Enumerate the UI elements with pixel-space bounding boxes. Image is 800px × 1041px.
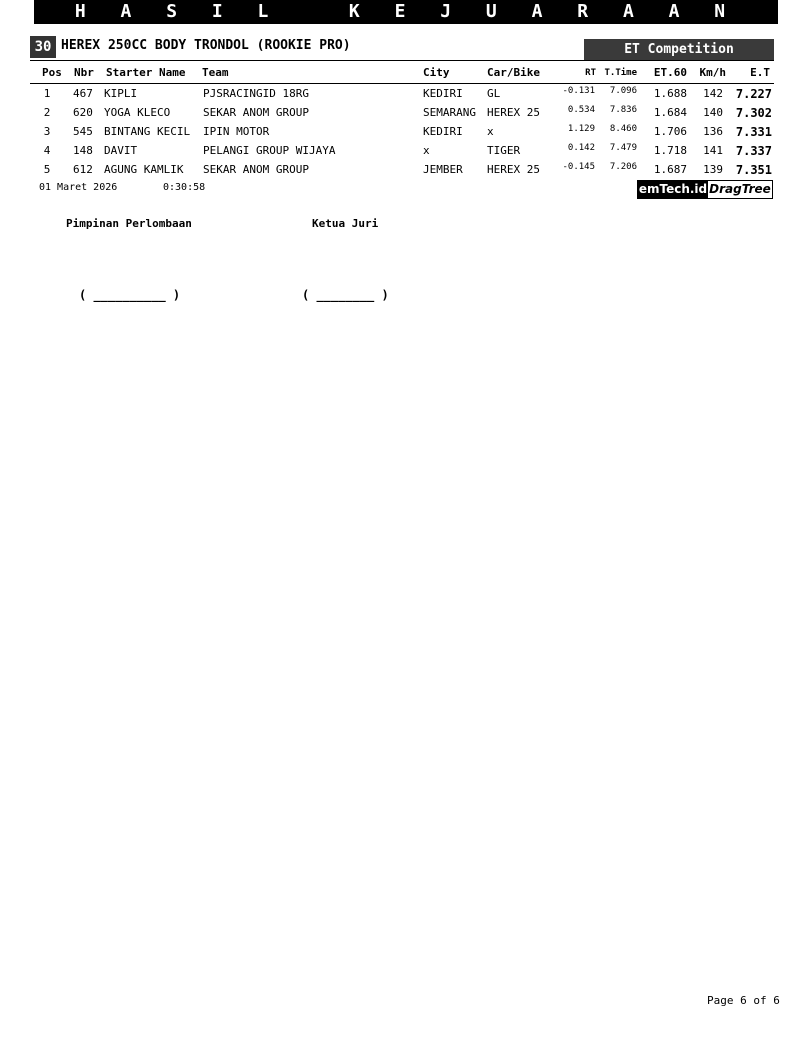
cell-pos: 2 bbox=[43, 106, 51, 119]
cell-et60: 1.684 bbox=[653, 106, 687, 119]
cell-car: x bbox=[487, 125, 494, 138]
col-kmh: Km/h bbox=[699, 66, 726, 79]
cell-rt: 0.142 bbox=[567, 143, 595, 153]
cell-team: SEKAR ANOM GROUP bbox=[203, 106, 309, 119]
signature-line-judge: ( ________ ) bbox=[302, 288, 389, 302]
brand-dragtree: DragTree bbox=[709, 182, 771, 196]
cell-ttime: 8.460 bbox=[609, 124, 637, 134]
cell-rt: -0.145 bbox=[562, 162, 595, 172]
cell-et: 7.302 bbox=[735, 106, 772, 120]
cell-pos: 1 bbox=[43, 87, 51, 100]
cell-et60: 1.687 bbox=[653, 163, 687, 176]
cell-pos: 3 bbox=[43, 125, 51, 138]
col-et: E.T bbox=[750, 66, 770, 79]
competition-badge: ET Competition bbox=[584, 39, 774, 60]
col-car: Car/Bike bbox=[487, 66, 540, 79]
cell-et60: 1.688 bbox=[653, 87, 687, 100]
cell-starter: BINTANG KECIL bbox=[104, 125, 191, 138]
cell-car: HEREX 25 bbox=[487, 106, 540, 119]
col-nbr: Nbr bbox=[74, 66, 94, 79]
signature-label-judge: Ketua Juri bbox=[312, 217, 379, 230]
cell-team: IPIN MOTOR bbox=[203, 125, 270, 138]
cell-ttime: 7.479 bbox=[609, 143, 637, 153]
cell-et: 7.331 bbox=[735, 125, 772, 139]
col-rt: RT bbox=[585, 68, 596, 78]
cell-car: GL bbox=[487, 87, 501, 100]
cell-city: KEDIRI bbox=[423, 125, 463, 138]
event-header bbox=[30, 36, 774, 60]
cell-city: JEMBER bbox=[423, 163, 463, 176]
cell-rt: 1.129 bbox=[567, 124, 595, 134]
cell-nbr: 612 bbox=[73, 163, 93, 176]
event-title: HEREX 250CC BODY TRONDOL (ROOKIE PRO) bbox=[61, 38, 351, 53]
cell-et: 7.227 bbox=[735, 87, 772, 101]
cell-et60: 1.718 bbox=[653, 144, 687, 157]
col-starter: Starter Name bbox=[106, 66, 186, 79]
cell-starter: YOGA KLECO bbox=[104, 106, 171, 119]
cell-et: 7.351 bbox=[735, 163, 772, 177]
cell-nbr: 620 bbox=[73, 106, 93, 119]
signature-line-leader: ( __________ ) bbox=[79, 288, 181, 302]
cell-nbr: 545 bbox=[73, 125, 93, 138]
cell-team: PJSRACINGID 18RG bbox=[203, 87, 309, 100]
table-row bbox=[0, 125, 800, 144]
cell-kmh: 136 bbox=[703, 125, 723, 138]
cell-city: x bbox=[423, 144, 430, 157]
signature-label-leader: Pimpinan Perlombaan bbox=[66, 217, 192, 230]
cell-team: PELANGI GROUP WIJAYA bbox=[203, 144, 336, 157]
brand-emtech: emTech.id bbox=[638, 182, 708, 196]
col-et60: ET.60 bbox=[653, 66, 687, 79]
cell-car: TIGER bbox=[487, 144, 521, 157]
cell-rt: 0.534 bbox=[567, 105, 595, 115]
brand-logo bbox=[637, 180, 773, 199]
cell-pos: 4 bbox=[43, 144, 51, 157]
cell-rt: -0.131 bbox=[562, 86, 595, 96]
cell-kmh: 142 bbox=[703, 87, 723, 100]
page-number: Page 6 of 6 bbox=[707, 994, 780, 1007]
col-city: City bbox=[423, 66, 450, 79]
cell-starter: KIPLI bbox=[104, 87, 138, 100]
divider bbox=[30, 60, 774, 61]
cell-starter: DAVIT bbox=[104, 144, 138, 157]
col-pos: Pos bbox=[42, 66, 62, 79]
cell-kmh: 141 bbox=[703, 144, 723, 157]
cell-et60: 1.706 bbox=[653, 125, 687, 138]
table-row bbox=[0, 87, 800, 106]
col-team: Team bbox=[202, 66, 229, 79]
cell-kmh: 139 bbox=[703, 163, 723, 176]
cell-car: HEREX 25 bbox=[487, 163, 540, 176]
cell-ttime: 7.096 bbox=[609, 86, 637, 96]
cell-nbr: 148 bbox=[73, 144, 93, 157]
cell-starter: AGUNG KAMLIK bbox=[104, 163, 184, 176]
print-time: 0:30:58 bbox=[163, 182, 206, 193]
col-ttime: T.Time bbox=[604, 68, 637, 78]
divider bbox=[30, 83, 774, 84]
cell-city: KEDIRI bbox=[423, 87, 463, 100]
cell-city: SEMARANG bbox=[423, 106, 476, 119]
cell-team: SEKAR ANOM GROUP bbox=[203, 163, 309, 176]
cell-kmh: 140 bbox=[703, 106, 723, 119]
table-row bbox=[0, 144, 800, 163]
cell-pos: 5 bbox=[43, 163, 51, 176]
cell-ttime: 7.836 bbox=[609, 105, 637, 115]
event-number: 30 bbox=[30, 36, 56, 58]
print-date: 01 Maret 2026 bbox=[39, 182, 118, 193]
report-title: H A S I L K E J U A R A A N bbox=[34, 0, 778, 24]
table-row bbox=[0, 106, 800, 125]
cell-et: 7.337 bbox=[735, 144, 772, 158]
cell-nbr: 467 bbox=[73, 87, 93, 100]
cell-ttime: 7.206 bbox=[609, 162, 637, 172]
